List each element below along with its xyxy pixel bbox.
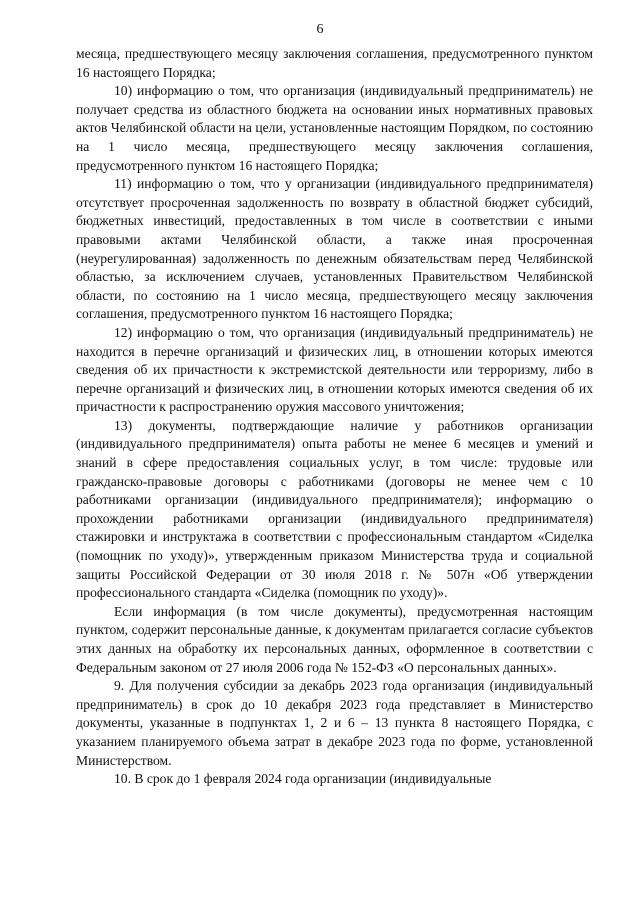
paragraph-item-10: 10) информацию о том, что организация (индивидуальный предприниматель) не получает средства из областного бюджета на основании иных нормативных правовых актов Челябинской области на цели, установленные настоящим Порядком, по состоянию на 1 число месяца, предшествующего месяцу заключения соглашения, предусмотренного пунктом 16 настоящего Порядка; bbox=[76, 83, 593, 173]
paragraph-clause-9: 9. Для получения субсидии за декабрь 2023 года организация (индивидуальный предприниматель) в срок до 10 декабря 2023 года представляет в Министерство документы, указанные в подпунктах 1, 2 и 6 – 13 пункта 8 настоящего Порядка, с указанием планируемого объема затрат в декабре 2023 года по форме, установленной Министерством. bbox=[76, 678, 593, 768]
paragraph-clause-10: 10. В срок до 1 февраля 2024 года организации (индивидуальные bbox=[114, 771, 492, 787]
document-body bbox=[76, 45, 593, 789]
paragraph-item-12: 12) информацию о том, что организация (индивидуальный предприниматель) не находится в перечне организаций и физических лиц, в отношении которых имеются сведения об их причастности к экстремистской деятельности или терроризму, либо в перечне организаций и физических лиц, в отношении которых имеются сведения об их причастности к распространению оружия массового уничтожения; bbox=[76, 324, 593, 415]
paragraph-item-13: 13) документы, подтверждающие наличие у работников организации (индивидуального предпринимателя) опыта работы не менее 6 месяцев и умений и знаний в сфере предоставления социальных услуг, в том числе: трудовые или гражданско-правовые договоры с работниками (договоры не менее чем с 10 работниками организации (индивидуального предпринимателя); информацию о прохождении работниками организации (индивидуального предпринимателя) стажировки и инструктажа в соответствии с профессиональным стандартом «Сиделка (помощник по уходу)», утвержденным приказом Министерства труда и социальной защиты Российской Федерации от 30 июля 2018 г. № 507н «Об утверждении профессионального стандарта «Сиделка (помощник по уходу)». bbox=[76, 417, 593, 601]
paragraph-personal-data: Если информация (в том числе документы), предусмотренная настоящим пунктом, содержит персональные данные, к документам прилагается согласие субъектов этих данных на обработку их персональных данных, оформленное в соответствии с Федеральным законом от 27 июля 2006 года № 152-ФЗ «О персональных данных». bbox=[76, 603, 593, 675]
paragraph-item-11: 11) информацию о том, что у организации (индивидуального предпринимателя) отсутствует просроченная задолженность по возврату в областной бюджет субсидий, бюджетных инвестиций, предоставленных в том числе в соответствии с иными правовыми актами Челябинской области, а также иная просроченная (неурегулированная) задолженность по денежным обязательствам перед Челябинской областью, за исключением случаев, установленных Правительством Челябинской области, по состоянию на 1 число месяца, предшествующего месяцу заключения соглашения, предусмотренного пунктом 16 настоящего Порядка; bbox=[76, 176, 593, 322]
paragraph-continuation: месяца, предшествующего месяцу заключения соглашения, предусмотренного пунктом 16 настоящего Порядка; bbox=[76, 46, 593, 80]
page-number: 6 bbox=[316, 22, 324, 37]
